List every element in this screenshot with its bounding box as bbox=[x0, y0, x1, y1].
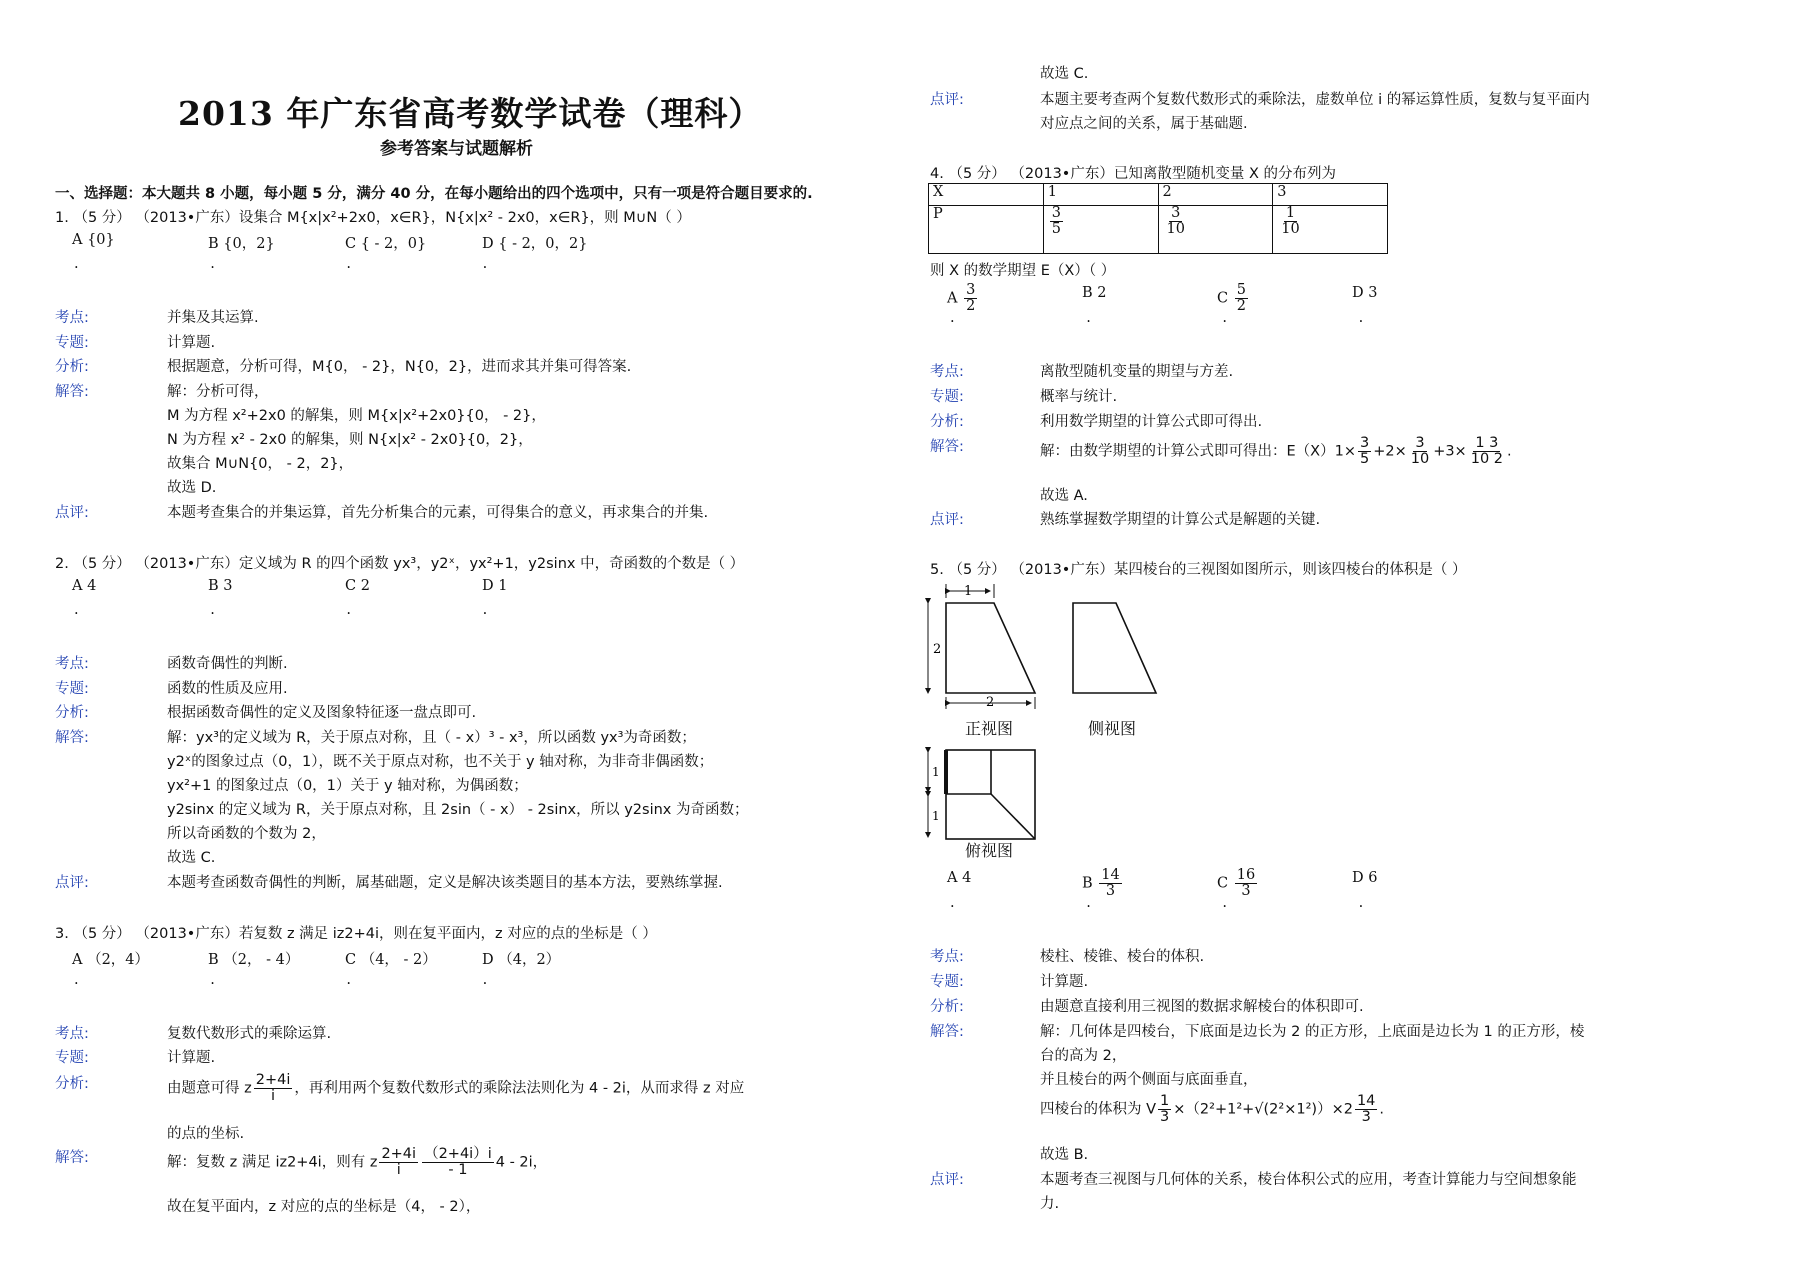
q4-stem: 4. （5 分） （2013•广东）已知离散型随机变量 X 的分布列为 bbox=[930, 166, 1336, 182]
q4-p1-fraction bbox=[1050, 206, 1063, 237]
q3-jieda-post: 4 - 2i， bbox=[495, 1154, 548, 1171]
q5-jieda-result-den: 3 bbox=[1361, 1109, 1371, 1126]
q4-table-p-label: P bbox=[929, 206, 1044, 254]
q4-table-x-label: X bbox=[929, 184, 1044, 206]
q5-dianping-line1: 本题考查三视图与几何体的关系，棱台体积公式的应用，考查计算能力与空间想象能 bbox=[1040, 1172, 1577, 1188]
q3-dianping-label: 点评: bbox=[930, 92, 964, 108]
side-view-caption: 侧视图 bbox=[1088, 719, 1137, 738]
q1-option-b: B {0，2} bbox=[208, 236, 275, 252]
q5-jieda-result-num: 14 bbox=[1356, 1093, 1376, 1109]
q3-fenxi bbox=[167, 1073, 744, 1104]
q3-fenxi-numerator: 2+4i bbox=[255, 1072, 291, 1088]
q4-jieda-mid2: +3× bbox=[1433, 443, 1467, 460]
q3-option-c: C （4， - 2） bbox=[345, 952, 437, 968]
top-view-drawing bbox=[928, 750, 1035, 839]
q5-option-dots: . . . . bbox=[950, 895, 1364, 911]
q1-fenxi-label: 分析: bbox=[55, 359, 89, 375]
q5-dianping-label: 点评: bbox=[930, 1172, 964, 1188]
q3-dianping-line2: 对应点之间的关系，属于基础题. bbox=[1040, 116, 1248, 132]
q2-jieda-line6: 故选 C. bbox=[167, 850, 216, 866]
q3-fenxi-fraction bbox=[254, 1073, 293, 1104]
q1-jieda-line2: M 为方程 x²+2x0 的解集，则 M{x|x²+2x0}{0， - 2}， bbox=[167, 408, 546, 424]
q4-dianping-label: 点评: bbox=[930, 512, 964, 528]
q4-p1-den: 5 bbox=[1051, 221, 1061, 238]
q3-option-dots: . . . . bbox=[74, 972, 488, 988]
q5-jieda-line4: 四棱台的体积为 V $\frac{1}{3}$ ×（2²+1²+√(2²×1²)）×2 $\frac{14}{3}$ . bbox=[1040, 1093, 1385, 1126]
q1-fenxi: 根据题意，分析可得，M{0， - 2}，N{0，2}，进而求其并集可得答案. bbox=[167, 359, 632, 375]
q2-stem: 2. （5 分） （2013•广东）定义域为 R 的四个函数 yx³，y2ˣ，yx²+1，y2sinx 中，奇函数的个数是（ ） bbox=[55, 556, 745, 572]
q4-table-x1: 1 bbox=[1043, 184, 1158, 206]
q2-option-d: D 1 bbox=[482, 578, 508, 594]
q5-dianping-line2: 力. bbox=[1040, 1196, 1060, 1212]
q1-zhuanti-label: 专题: bbox=[55, 335, 89, 351]
q1-dianping: 本题考查集合的并集运算，首先分析集合的元素，可得集合的意义，再求集合的并集. bbox=[167, 505, 709, 521]
q5-zhuanti-label: 专题: bbox=[930, 974, 964, 990]
q4-table-x2: 2 bbox=[1158, 184, 1273, 206]
q4-p3-fraction bbox=[1279, 206, 1301, 237]
section-heading: 一、选择题：本大题共 8 小题，每小题 5 分，满分 40 分，在每小题给出的四个选项中，只有一项是符合题目要求的. bbox=[55, 186, 813, 202]
q1-jieda-line1: 解：分析可得， bbox=[167, 384, 269, 400]
q2-option-c: C 2 bbox=[345, 578, 370, 594]
q5-zhuanti: 计算题. bbox=[1040, 974, 1089, 990]
q3-zhuanti-label: 专题: bbox=[55, 1050, 89, 1066]
q5-option-c-den: 3 bbox=[1241, 883, 1251, 900]
q4-p2-den: 10 bbox=[1166, 221, 1185, 238]
top-view-caption: 俯视图 bbox=[965, 841, 1014, 860]
q4-dianping: 熟练掌握数学期望的计算公式是解题的关键. bbox=[1040, 512, 1321, 528]
q5-option-d: D 6 bbox=[1352, 870, 1378, 886]
q3-dianping-line1: 本题主要考查两个复数代数形式的乘除法，虚数单位 i 的幂运算性质，复数与复平面内 bbox=[1040, 92, 1590, 108]
q4-option-a-den: 2 bbox=[966, 298, 976, 315]
q5-option-b-num: 14 bbox=[1101, 867, 1120, 883]
q4-jieda-frac2 bbox=[1409, 436, 1431, 467]
q4-option-dots: . . . . bbox=[950, 310, 1364, 326]
q3-jieda-line3: 故选 C. bbox=[1040, 66, 1089, 82]
q5-three-view-figure bbox=[920, 580, 1180, 860]
q4-fenxi-label: 分析: bbox=[930, 414, 964, 430]
q2-option-a: A 4 bbox=[72, 578, 97, 594]
q4-jieda-frac1-num: 3 bbox=[1359, 435, 1370, 451]
q5-jieda-line4-pre: 四棱台的体积为 V bbox=[1040, 1101, 1157, 1118]
q1-option-a: A {0} bbox=[72, 232, 115, 248]
q2-fenxi-label: 分析: bbox=[55, 705, 89, 721]
q4-option-c-den: 2 bbox=[1236, 298, 1246, 315]
q3-jieda-fraction2 bbox=[422, 1147, 494, 1178]
q4-jieda-frac3 bbox=[1469, 436, 1505, 467]
q4-table-p1 bbox=[1043, 206, 1158, 254]
q5-jieda-line5: 故选 B. bbox=[1040, 1147, 1089, 1163]
q2-jieda-line5: 所以奇函数的个数为 2， bbox=[167, 826, 326, 842]
front-dim-top: 1 bbox=[964, 584, 973, 599]
q3-jieda bbox=[167, 1147, 547, 1178]
q5-jieda-third-den: 3 bbox=[1160, 1109, 1170, 1126]
q3-jieda-line2: 故在复平面内，z 对应的点的坐标是（4， - 2）， bbox=[167, 1199, 481, 1215]
q4-fenxi: 利用数学期望的计算公式即可得出. bbox=[1040, 414, 1263, 430]
q4-kaodian-label: 考点: bbox=[930, 364, 964, 380]
q1-option-c: C { - 2，0} bbox=[345, 236, 427, 252]
q3-jieda-label: 解答: bbox=[55, 1150, 89, 1166]
q4-p1-num: 3 bbox=[1051, 205, 1061, 221]
q1-kaodian: 并集及其运算. bbox=[167, 310, 259, 326]
q4-jieda-frac2-den: 10 bbox=[1410, 451, 1430, 468]
q2-dianping-label: 点评: bbox=[55, 875, 89, 891]
q1-stem: 1. （5 分） （2013•广东）设集合 M{x|x²+2x0，x∈R}，N{x|x² - 2x0，x∈R}，则 M∪N（ ） bbox=[55, 210, 691, 226]
q5-option-c-letter: C bbox=[1217, 875, 1229, 892]
q4-option-c-letter: C bbox=[1217, 290, 1229, 307]
q5-jieda-result bbox=[1355, 1094, 1377, 1125]
q1-jieda-line3: N 为方程 x² - 2x0 的解集，则 N{x|x² - 2x0}{0，2}， bbox=[167, 432, 533, 448]
q4-jieda-mid1: +2× bbox=[1373, 443, 1407, 460]
q5-jieda-line2: 台的高为 2， bbox=[1040, 1048, 1127, 1064]
q1-option-d: D { - 2，0，2} bbox=[482, 236, 588, 252]
q3-kaodian: 复数代数形式的乘除运算. bbox=[167, 1026, 332, 1042]
q3-stem: 3. （5 分） （2013•广东）若复数 z 满足 iz2+4i，则在复平面内，z 对应的点的坐标是（ ） bbox=[55, 926, 657, 942]
q1-zhuanti: 计算题. bbox=[167, 335, 216, 351]
q4-option-b: B 2 bbox=[1082, 285, 1107, 301]
q5-option-b-den: 3 bbox=[1105, 883, 1116, 900]
q4-jieda-line2: 故选 A. bbox=[1040, 488, 1088, 504]
q3-fenxi-line2: 的点的坐标. bbox=[167, 1126, 245, 1142]
page-title: 2013 年广东省高考数学试卷（理科） bbox=[178, 94, 763, 133]
q3-zhuanti: 计算题. bbox=[167, 1050, 216, 1066]
q5-fenxi: 由题意直接利用三视图的数据求解棱台的体积即可. bbox=[1040, 999, 1364, 1015]
q4-distribution-table bbox=[928, 183, 1388, 254]
q3-jieda-fraction1 bbox=[379, 1147, 418, 1178]
q2-dianping: 本题考查函数奇偶性的判断，属基础题，定义是解决该类题目的基本方法，要熟练掌握. bbox=[167, 875, 723, 891]
q3-kaodian-label: 考点: bbox=[55, 1026, 89, 1042]
q4-p3-num: 1 bbox=[1285, 205, 1296, 221]
q4-ask: 则 X 的数学期望 E（X）（ ） bbox=[930, 263, 1116, 279]
q2-kaodian: 函数奇偶性的判断. bbox=[167, 656, 288, 672]
q2-jieda-line4: y2sinx 的定义域为 R，关于原点对称，且 2sin（ - x） - 2sinx，所以 y2sinx 为奇函数； bbox=[167, 802, 749, 818]
q1-jieda-line5: 故选 D. bbox=[167, 480, 217, 496]
q5-jieda-third-num: 1 bbox=[1160, 1093, 1170, 1109]
q2-kaodian-label: 考点: bbox=[55, 656, 89, 672]
q5-kaodian: 棱柱、棱锥、棱台的体积. bbox=[1040, 949, 1205, 965]
q2-fenxi: 根据函数奇偶性的定义及图象特征逐一盘点即可. bbox=[167, 705, 477, 721]
q1-jieda-line4: 故集合 M∪N{0， - 2，2}， bbox=[167, 456, 354, 472]
q5-jieda-label: 解答: bbox=[930, 1024, 964, 1040]
q2-zhuanti-label: 专题: bbox=[55, 681, 89, 697]
q5-option-a: A 4 bbox=[947, 870, 972, 886]
q5-option-b-letter: B bbox=[1082, 875, 1093, 892]
q5-kaodian-label: 考点: bbox=[930, 949, 964, 965]
q4-p2-fraction bbox=[1165, 206, 1187, 237]
q2-option-dots: . . . . bbox=[74, 602, 488, 618]
q5-option-c-num: 16 bbox=[1236, 867, 1256, 883]
side-view-drawing bbox=[1073, 603, 1156, 693]
q3-option-b: B （2， - 4） bbox=[208, 952, 300, 968]
front-dim-bottom: 2 bbox=[986, 695, 995, 710]
q5-fenxi-label: 分析: bbox=[930, 999, 964, 1015]
q1-jieda-label: 解答: bbox=[55, 384, 89, 400]
q4-zhuanti-label: 专题: bbox=[930, 389, 964, 405]
q4-option-a-num: 3 bbox=[966, 282, 976, 298]
q4-table-x3: 3 bbox=[1273, 184, 1388, 206]
q4-option-d: D 3 bbox=[1352, 285, 1378, 301]
q1-dianping-label: 点评: bbox=[55, 505, 89, 521]
q2-jieda-line3: yx²+1 的图象过点（0，1）关于 y 轴对称，为偶函数； bbox=[167, 778, 528, 794]
q3-jieda-num2: （2+4i）i bbox=[424, 1146, 492, 1162]
front-view-caption: 正视图 bbox=[965, 719, 1014, 738]
q4-p3-den: 10 bbox=[1281, 221, 1300, 238]
page-subtitle: 参考答案与试题解析 bbox=[380, 139, 533, 159]
q4-jieda-frac1 bbox=[1358, 436, 1371, 467]
q4-jieda-frac3-num: 1 3 bbox=[1475, 435, 1499, 451]
q1-option-dots: . . . . bbox=[74, 256, 488, 272]
q4-jieda-frac2-num: 3 bbox=[1415, 435, 1425, 451]
q3-jieda-pre: 解：复数 z 满足 iz2+4i，则有 z bbox=[167, 1154, 378, 1171]
q2-jieda-line2: y2ˣ的图象过点（0，1），既不关于原点对称，也不关于 y 轴对称，为非奇非偶函数； bbox=[167, 754, 714, 770]
front-view-drawing bbox=[928, 584, 1035, 710]
q5-jieda-line4-mid: ×（2²+1²+√(2²×1²)）×2 bbox=[1173, 1101, 1353, 1118]
q5-jieda-third bbox=[1158, 1094, 1171, 1125]
q5-jieda-line3: 并且棱台的两个侧面与底面垂直， bbox=[1040, 1072, 1258, 1088]
q3-option-d: D （4，2） bbox=[482, 952, 561, 968]
front-dim-height: 2 bbox=[933, 642, 942, 657]
q3-jieda-num1: 2+4i bbox=[381, 1146, 417, 1162]
q3-fenxi-post: ，再利用两个复数代数形式的乘除法法则化为 4 - 2i，从而求得 z 对应 bbox=[294, 1080, 745, 1097]
q3-fenxi-denominator: i bbox=[271, 1088, 276, 1105]
q4-option-a-letter: A bbox=[947, 290, 958, 307]
q5-jieda-line1: 解：几何体是四棱台，下底面是边长为 2 的正方形，上底面是边长为 1 的正方形，棱 bbox=[1040, 1024, 1585, 1040]
q2-zhuanti: 函数的性质及应用. bbox=[167, 681, 288, 697]
q1-kaodian-label: 考点: bbox=[55, 310, 89, 326]
q2-jieda-line1: 解：yx³的定义域为 R，关于原点对称，且（ - x）³ - x³，所以函数 yx³为奇函数； bbox=[167, 730, 696, 746]
q4-p2-num: 3 bbox=[1171, 205, 1181, 221]
q4-jieda-frac3-den: 10 2 bbox=[1470, 451, 1504, 468]
q2-jieda-label: 解答: bbox=[55, 730, 89, 746]
q3-option-a: A （2，4） bbox=[72, 952, 150, 968]
q4-jieda-label: 解答: bbox=[930, 439, 964, 455]
q4-table-p3 bbox=[1273, 206, 1388, 254]
q3-fenxi-pre: 由题意可得 z bbox=[167, 1080, 252, 1097]
q2-option-b: B 3 bbox=[208, 578, 233, 594]
q5-stem: 5. （5 分） （2013•广东）某四棱台的三视图如图所示，则该四棱台的体积是（ ） bbox=[930, 562, 1467, 578]
q4-jieda-frac1-den: 5 bbox=[1359, 451, 1370, 468]
q4-jieda-pre: 解：由数学期望的计算公式即可得出：E（X）1× bbox=[1040, 443, 1356, 460]
q4-table-p2 bbox=[1158, 206, 1273, 254]
q4-kaodian: 离散型随机变量的期望与方差. bbox=[1040, 364, 1234, 380]
q4-jieda: 解：由数学期望的计算公式即可得出：E（X）1× $\frac{3}{5}$ +2× $\frac{3}{10}$ +3× $\frac{1 3}{10 2}$ . bbox=[1040, 435, 1512, 468]
q3-fenxi-label: 分析: bbox=[55, 1076, 89, 1092]
q4-zhuanti: 概率与统计. bbox=[1040, 389, 1118, 405]
q3-jieda-den1: i bbox=[396, 1162, 401, 1179]
top-dim-1b: 1 bbox=[932, 809, 940, 823]
q4-option-c-num: 5 bbox=[1236, 282, 1246, 298]
q3-jieda-den2: - 1 bbox=[448, 1162, 468, 1179]
top-dim-1: 1 bbox=[932, 765, 940, 779]
